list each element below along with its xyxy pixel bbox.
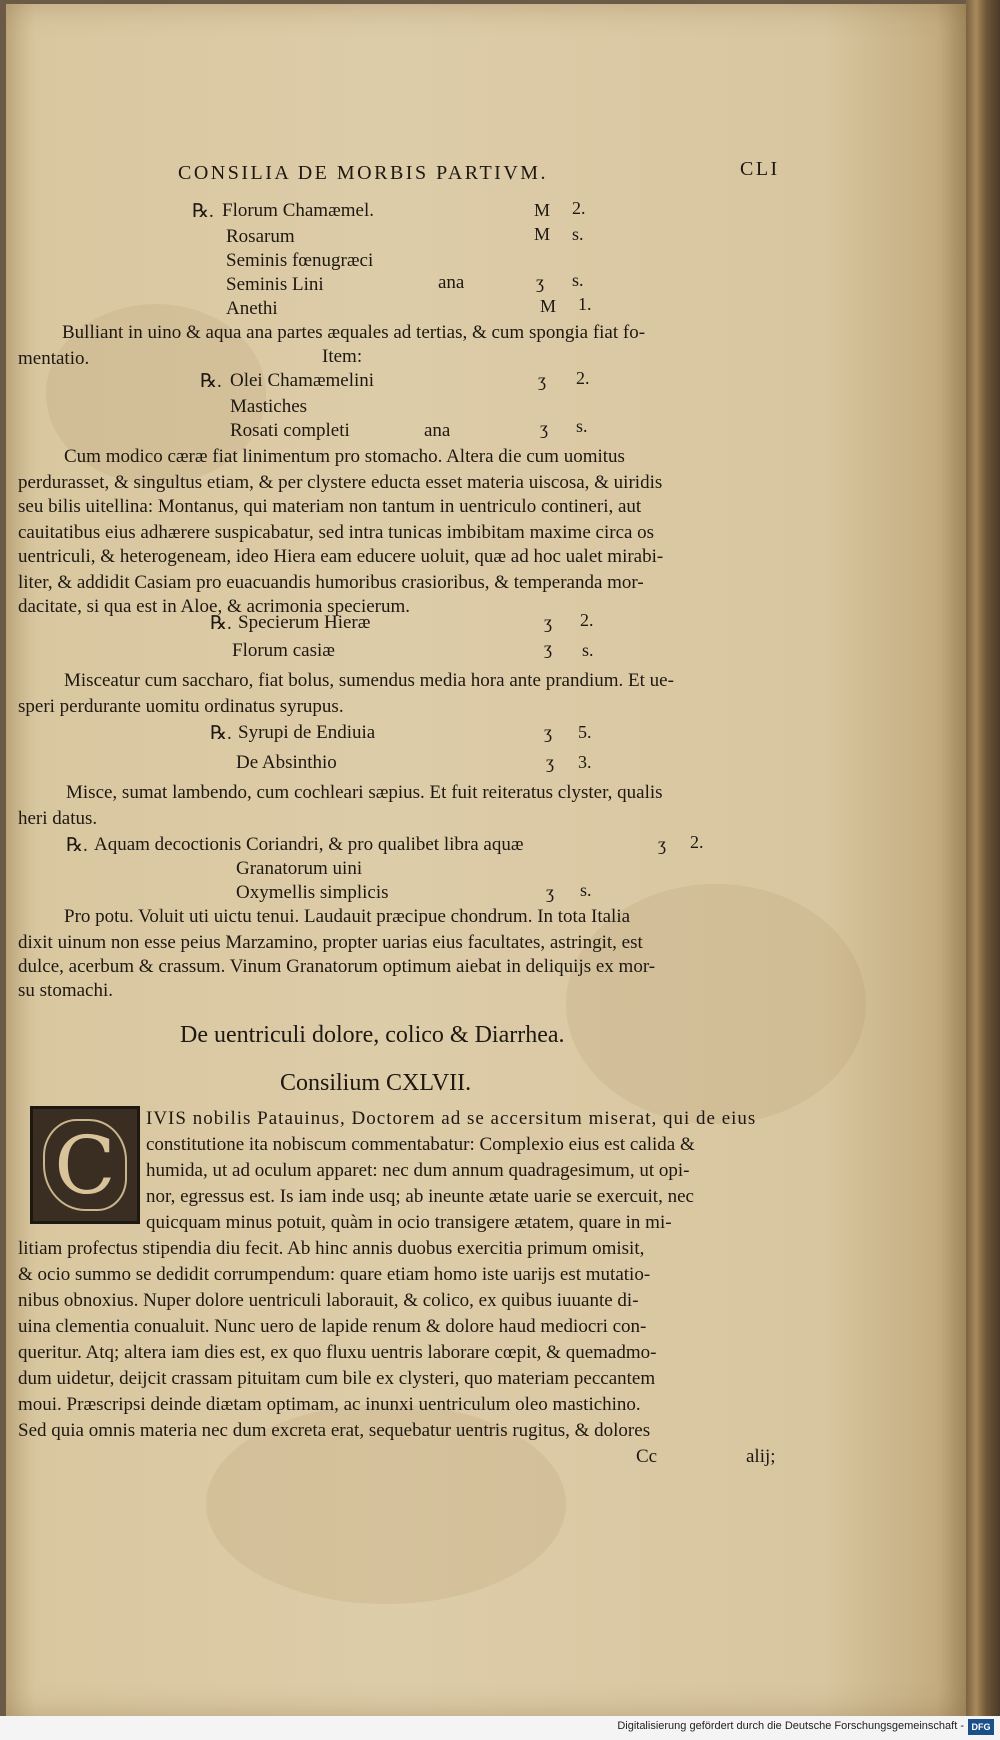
body-line: perdurasset, & singultus etiam, & per clystere educta esset materia uiscosa, & uiridis — [18, 472, 663, 493]
recipe-symbol: ℞. — [192, 201, 214, 222]
recipe-unit: ʒ — [536, 272, 544, 292]
recipe-symbol: ℞. — [66, 835, 88, 856]
recipe-unit: ʒ — [538, 370, 546, 390]
body-line: su stomachi. — [18, 980, 113, 1001]
recipe-unit: ʒ — [658, 834, 666, 854]
recipe-quantity: 1. — [578, 294, 592, 314]
recipe-unit: M — [534, 200, 551, 220]
recipe-quantity: 2. — [580, 610, 594, 630]
running-title: CONSILIA DE MORBIS PARTIVM. — [178, 162, 549, 184]
body-line: humida, ut ad oculum apparet: nec dum annum quadragesimum, ut opi- — [146, 1160, 690, 1181]
body-line: IVIS nobilis Patauinus, Doctorem ad se accersitum miserat, qui de eius — [146, 1108, 757, 1129]
recipe-ingredient: Oxymellis simplicis — [236, 882, 389, 903]
recipe-quantity: 5. — [578, 722, 592, 742]
recipe-ingredient: Olei Chamæmelini — [230, 370, 375, 391]
recipe-unit: ʒ — [546, 882, 554, 902]
recipe-unit: ʒ — [544, 722, 552, 742]
recipe-ingredient: Seminis fœnugræci — [226, 250, 374, 271]
recipe-unit: ʒ — [540, 418, 548, 438]
body-line: quicquam minus potuit, quàm in ocio transigere ætatem, quare in mi- — [146, 1212, 672, 1233]
body-line: liter, & addidit Casiam pro euacuandis humoribus crasioribus, & temperanda mor- — [18, 572, 644, 593]
body-line: dixit uinum non esse peius Marzamino, propter uarias eius facultates, astringit, est — [18, 932, 643, 953]
recipe-ingredient: Mastiches — [230, 396, 308, 417]
book-page — [6, 4, 966, 1716]
recipe-quantity: s. — [572, 270, 584, 290]
body-line: moui. Præscripsi deinde diætam optimam, ac inunxi uentriculum oleo mastichino. — [18, 1394, 641, 1415]
body-line: seu bilis uitellina: Montanus, qui materiam non tantum in uentriculo contineri, aut — [18, 496, 642, 517]
recipe-ingredient: Florum Chamæmel. — [222, 200, 374, 221]
recipe-quantity: 3. — [578, 752, 592, 772]
recipe-ingredient: Granatorum uini — [236, 858, 363, 879]
recipe-ingredient: Specierum Hieræ — [238, 612, 371, 633]
body-line: constitutione ita nobiscum commentabatur: Complexio eius est calida & — [146, 1134, 695, 1155]
body-line: Bulliant in uino & aqua ana partes æquales ad tertias, & cum spongia fiat fo- — [62, 322, 646, 343]
recipe-ingredient: Seminis Lini — [226, 274, 324, 295]
body-line: & ocio summo se dedidit corrumpendum: quare etiam homo iste uarijs est mutatio- — [18, 1264, 651, 1285]
body-line: mentatio. — [18, 348, 90, 369]
body-line: uentriculi, & heterogeneam, ideo Hiera eam educere uoluit, quæ ad hoc ualet mirabi- — [18, 546, 664, 567]
body-line: heri datus. — [18, 808, 98, 829]
body-line: cauitatibus eius adhærere suspicabatur, sed intra tunicas imbibitam maxime circa os — [18, 522, 655, 543]
recipe-symbol: ℞. — [210, 723, 232, 744]
body-line: dacitate, si qua est in Aloe, & acrimonia specierum. — [18, 596, 411, 617]
body-line: uina clementia conualuit. Nunc uero de lapide renum & dolore haud mediocri con- — [18, 1316, 647, 1337]
body-line: Cum modico cæræ fiat linimentum pro stomacho. Altera die cum uomitus — [64, 446, 625, 467]
body-line: speri perdurante uomitu ordinatus syrupus. — [18, 696, 344, 717]
digitization-footer — [0, 1716, 1000, 1740]
decorated-initial — [30, 1106, 140, 1224]
recipe-ingredient: Anethi — [226, 298, 278, 319]
body-line: Pro potu. Voluit uti uictu tenui. Laudauit præcipue chondrum. In tota Italia — [64, 906, 631, 927]
recipe-unit: ʒ — [546, 752, 554, 772]
recipe-quantity: s. — [572, 224, 584, 244]
recipe-ingredient: Aquam decoctionis Coriandri, & pro qualibet libra aquæ — [94, 834, 524, 855]
body-line: queritur. Atq; altera iam dies est, ex quo fluxu uentris laborare cœpit, & quemadmo- — [18, 1342, 657, 1363]
section-heading: De uentriculi dolore, colico & Diarrhea. — [180, 1022, 565, 1048]
recipe-symbol: ℞. — [210, 613, 232, 634]
body-line: dum uidetur, deijcit crassam pituitam cum bile ex clysteri, quo materiam peccantem — [18, 1368, 656, 1389]
initial-letter: C — [54, 1118, 116, 1212]
recipe-quantity: s. — [580, 880, 592, 900]
recipe-ana: ana — [438, 272, 465, 293]
recipe-quantity: s. — [582, 640, 594, 660]
recipe-unit: M — [534, 224, 551, 244]
signature-mark: Cc — [636, 1446, 658, 1467]
recipe-quantity: 2. — [690, 832, 704, 852]
consilium-title: Consilium CXLVII. — [280, 1070, 472, 1096]
item-label: Item: — [322, 346, 363, 367]
dfg-logo: DFG — [968, 1719, 994, 1735]
recipe-ingredient: Rosati completi — [230, 420, 350, 441]
recipe-ana: ana — [424, 420, 451, 441]
body-line: nor, egressus est. Is iam inde usq; ab ineunte ætate uarie se exercuit, nec — [146, 1186, 694, 1207]
recipe-quantity: 2. — [576, 368, 590, 388]
recipe-ingredient: De Absinthio — [236, 752, 337, 773]
body-line: Sed quia omnis materia nec dum excreta erat, sequebatur uentris rugitus, & dolores — [18, 1420, 651, 1441]
recipe-quantity: 2. — [572, 198, 586, 218]
recipe-unit: M — [540, 296, 557, 316]
body-line: Misceatur cum saccharo, fiat bolus, sumendus media hora ante prandium. Et ue- — [64, 670, 674, 691]
body-line: litiam profectus stipendia diu fecit. Ab hinc annis duobus exercitia primum omisit, — [18, 1238, 645, 1259]
recipe-symbol: ℞. — [200, 371, 222, 392]
recipe-unit: ʒ — [544, 612, 552, 632]
recipe-unit: ʒ — [544, 638, 552, 658]
body-line: nibus obnoxius. Nuper dolore uentriculi laborauit, & colico, ex quibus iuuante di- — [18, 1290, 639, 1311]
catchword: alij; — [746, 1446, 776, 1467]
recipe-ingredient: Florum casiæ — [232, 640, 335, 661]
recipe-ingredient: Rosarum — [226, 226, 295, 247]
body-line: Misce, sumat lambendo, cum cochleari sæpius. Et fuit reiteratus clyster, qualis — [66, 782, 663, 803]
body-line: dulce, acerbum & crassum. Vinum Granatorum optimum aiebat in deliquijs ex mor- — [18, 956, 656, 977]
folio-number: CLI — [740, 158, 780, 180]
book-page-edge — [966, 0, 1000, 1720]
recipe-quantity: s. — [576, 416, 588, 436]
footer-credit: Digitalisierung gefördert durch die Deutsche Forschungsgemeinschaft - — [617, 1720, 964, 1732]
recipe-ingredient: Syrupi de Endiuia — [238, 722, 376, 743]
